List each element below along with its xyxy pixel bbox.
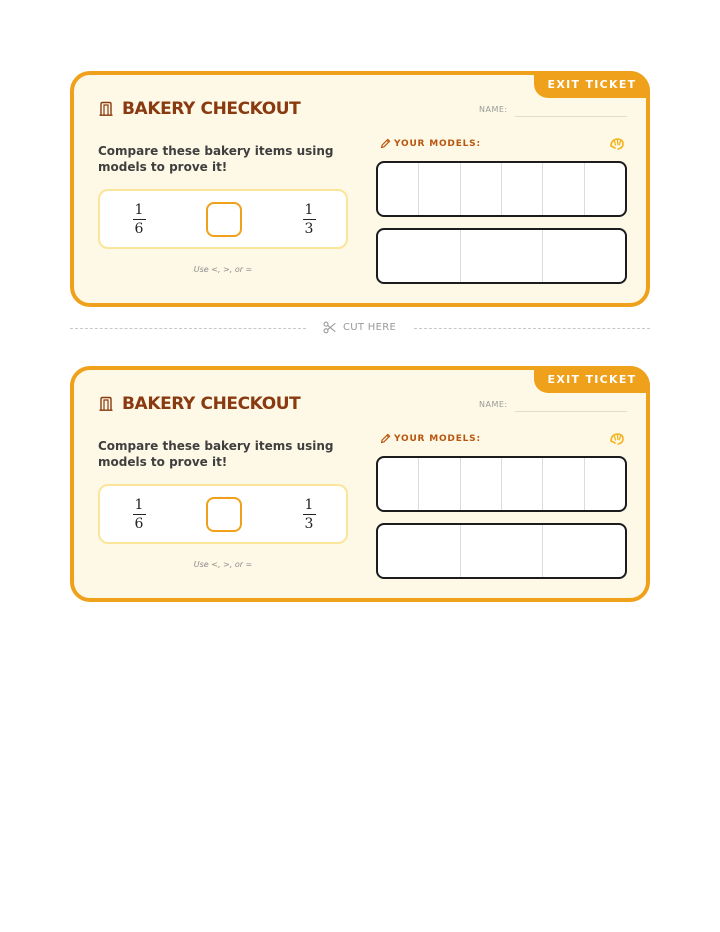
model-part[interactable] bbox=[502, 163, 543, 215]
model-box-sixths[interactable] bbox=[376, 161, 627, 217]
title-row bbox=[98, 394, 300, 414]
models-label-text: YOUR MODELS: bbox=[394, 433, 481, 444]
fraction-bar bbox=[133, 514, 146, 515]
left-fraction bbox=[129, 498, 149, 532]
right-fraction bbox=[299, 203, 319, 237]
fraction-denominator: 6 bbox=[134, 516, 144, 532]
instruction-text: Compare these bakery items using models to prove it! bbox=[98, 144, 334, 174]
name-label: NAME: bbox=[479, 400, 508, 409]
model-part[interactable] bbox=[543, 163, 584, 215]
door-icon bbox=[98, 396, 114, 412]
model-part[interactable] bbox=[585, 458, 625, 510]
cut-label-text: CUT HERE bbox=[343, 322, 397, 333]
model-box-thirds[interactable] bbox=[376, 523, 627, 579]
hint-text: Use <, >, or = bbox=[193, 560, 253, 569]
models-label-text: YOUR MODELS: bbox=[394, 138, 481, 149]
name-field[interactable] bbox=[515, 116, 627, 117]
models-label bbox=[380, 138, 481, 149]
croissant-icon bbox=[609, 136, 625, 152]
model-part[interactable] bbox=[543, 230, 625, 282]
comparison-box bbox=[98, 484, 348, 544]
model-part[interactable] bbox=[378, 230, 461, 282]
fraction-denominator: 6 bbox=[134, 221, 144, 237]
model-part[interactable] bbox=[419, 458, 460, 510]
fraction-numerator: 1 bbox=[304, 202, 314, 218]
instruction-text: Compare these bakery items using models to prove it! bbox=[98, 439, 334, 469]
croissant-icon bbox=[609, 431, 625, 447]
model-part[interactable] bbox=[585, 163, 625, 215]
fraction-bar bbox=[133, 219, 146, 220]
title-row bbox=[98, 99, 300, 119]
name-field[interactable] bbox=[515, 411, 627, 412]
comparison-answer-box[interactable] bbox=[206, 497, 242, 532]
fraction-numerator: 1 bbox=[134, 497, 144, 513]
fraction-numerator: 1 bbox=[134, 202, 144, 218]
cut-label bbox=[323, 321, 396, 334]
model-part[interactable] bbox=[461, 458, 502, 510]
scissors-icon bbox=[323, 321, 336, 334]
exit-ticket-card bbox=[70, 71, 650, 307]
cut-line bbox=[70, 321, 650, 337]
ticket-title: BAKERY CHECKOUT bbox=[122, 99, 301, 119]
model-part[interactable] bbox=[543, 525, 625, 577]
model-part[interactable] bbox=[461, 230, 544, 282]
comparison-box bbox=[98, 189, 348, 249]
comparison-answer-box[interactable] bbox=[206, 202, 242, 237]
left-fraction bbox=[129, 203, 149, 237]
model-part[interactable] bbox=[461, 525, 544, 577]
fraction-denominator: 3 bbox=[304, 221, 314, 237]
model-part[interactable] bbox=[543, 458, 584, 510]
model-part[interactable] bbox=[378, 163, 419, 215]
model-part[interactable] bbox=[378, 458, 419, 510]
exit-ticket-badge: EXIT TICKET bbox=[534, 71, 650, 98]
hint-text: Use <, >, or = bbox=[193, 265, 253, 274]
model-box-thirds[interactable] bbox=[376, 228, 627, 284]
model-part[interactable] bbox=[419, 163, 460, 215]
model-box-sixths[interactable] bbox=[376, 456, 627, 512]
right-fraction bbox=[299, 498, 319, 532]
ticket-title: BAKERY CHECKOUT bbox=[122, 394, 301, 414]
fraction-denominator: 3 bbox=[304, 516, 314, 532]
fraction-bar bbox=[303, 219, 316, 220]
name-label: NAME: bbox=[479, 105, 508, 114]
exit-ticket-card bbox=[70, 366, 650, 602]
model-part[interactable] bbox=[461, 163, 502, 215]
models-label bbox=[380, 433, 481, 444]
model-part[interactable] bbox=[502, 458, 543, 510]
cut-dash-left bbox=[70, 328, 306, 329]
exit-ticket-badge: EXIT TICKET bbox=[534, 366, 650, 393]
fraction-bar bbox=[303, 514, 316, 515]
door-icon bbox=[98, 101, 114, 117]
fraction-numerator: 1 bbox=[304, 497, 314, 513]
cut-dash-right bbox=[414, 328, 650, 329]
pencil-icon bbox=[380, 138, 391, 149]
pencil-icon bbox=[380, 433, 391, 444]
model-part[interactable] bbox=[378, 525, 461, 577]
